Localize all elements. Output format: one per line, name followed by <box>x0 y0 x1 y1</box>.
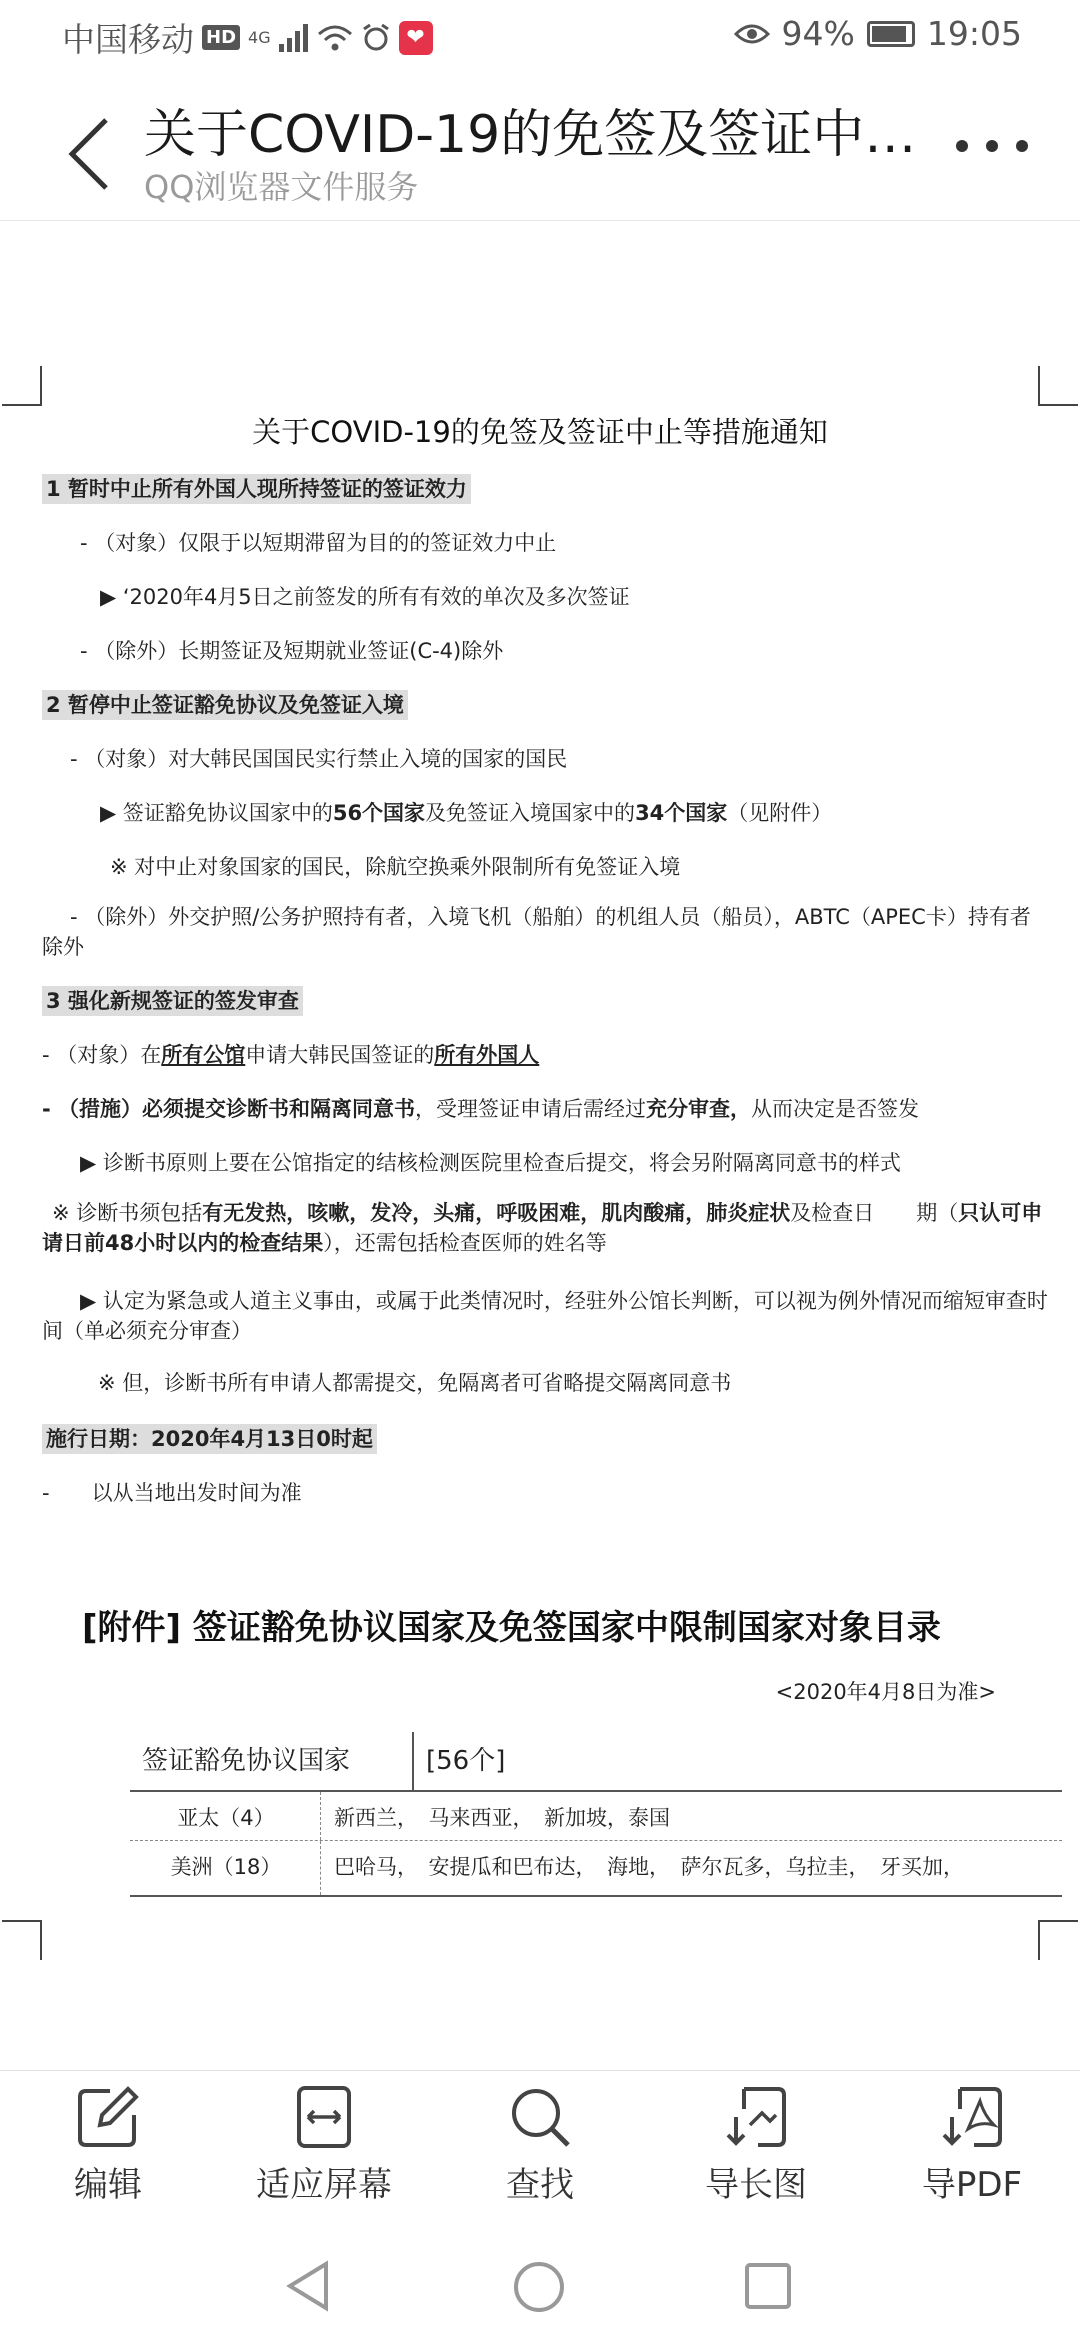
fit-screen-label: 适应屏幕 <box>256 2165 392 2205</box>
status-right <box>734 14 1022 53</box>
section-2-exception: - （除外）外交护照/公务护照持有者，入境飞机（船舶）的机组人员（船员），ABTC（APEC卡）持有者除外 <box>42 905 1031 959</box>
clock: 19:05 <box>926 14 1022 53</box>
page-corner-mark <box>2 1920 42 1960</box>
page-title: 关于COVID-19的免签及签证中… <box>144 105 917 165</box>
carrier-name: 中国移动 <box>62 20 194 59</box>
battery-percent: 94% <box>781 14 855 53</box>
system-nav-bar <box>0 2230 1080 2340</box>
eye-comfort-icon <box>734 21 770 47</box>
section-3-measure-note: ※ 但，诊断书所有申请人都需提交，免隔离者可省略提交隔离同意书 <box>98 1371 732 1395</box>
export-pdf-label: 导PDF <box>921 2165 1023 2205</box>
status-left <box>62 14 433 61</box>
status-bar <box>0 0 1080 76</box>
edit-button[interactable] <box>8 2085 208 2206</box>
section-2-note: ※ 对中止对象国家的国民，除航空换乘外限制所有免签证入境 <box>110 855 681 879</box>
table-row <box>130 1792 1062 1841</box>
edit-label: 编辑 <box>74 2165 142 2205</box>
section-1-exception: - （除外）长期签证及短期就业签证(C-4)除外 <box>80 639 504 663</box>
annex-table <box>130 1726 1062 1897</box>
page-corner-mark <box>1038 366 1078 406</box>
battery-icon <box>867 21 915 47</box>
find-label: 查找 <box>506 2165 574 2205</box>
page-corner-mark <box>2 366 42 406</box>
export-pdf-button[interactable] <box>872 2085 1072 2206</box>
hd-badge: HD <box>202 25 240 50</box>
section-3-measure: - （措施）必须提交诊断书和隔离同意书，受理签证申请后需经过充分审查，从而决定是否签发 <box>42 1097 920 1121</box>
more-menu-icon[interactable] <box>956 136 1028 156</box>
nav-back-icon[interactable] <box>284 2260 332 2312</box>
section-3-measure-detail-3: ▶ 认定为紧急或人道主义事由，或属于此类情况时，经驻外公馆长判断，可以视为例外情况而缩短审查时间（单必须充分审查） <box>42 1289 1048 1343</box>
table-header-right: [56个] <box>426 1746 506 1776</box>
nav-recents-icon[interactable] <box>744 2262 792 2310</box>
export-pdf-icon <box>940 2085 1004 2149</box>
export-long-image-label: 导长图 <box>705 2165 807 2205</box>
section-2-heading: 2 暂停中止签证豁免协议及免签证入境 <box>42 690 1050 720</box>
find-button[interactable] <box>440 2085 640 2206</box>
section-1-heading: 1 暂时中止所有外国人现所持签证的签证效力 <box>42 474 1050 504</box>
alarm-icon <box>361 23 391 53</box>
document-viewer[interactable] <box>0 220 1080 2070</box>
bottom-toolbar <box>0 2070 1080 2231</box>
table-cell-countries: 巴哈马， 安提瓜和巴布达， 海地， 萨尔瓦多，乌拉圭， 牙买加， <box>334 1855 964 1879</box>
table-cell-region: 亚太（4） <box>177 1806 275 1830</box>
table-cell-region: 美洲（18） <box>170 1855 282 1879</box>
fit-screen-icon <box>296 2085 352 2149</box>
section-1-target: - （对象）仅限于以短期滞留为目的的签证效力中止 <box>80 531 557 555</box>
signal-icon: 4G <box>248 28 271 47</box>
annex-title: [附件] 签证豁免协议国家及免签国家中限制国家对象目录 <box>82 1608 941 1648</box>
nav-home-icon[interactable] <box>512 2260 566 2314</box>
app-notification-icon: ❤ <box>399 21 433 55</box>
back-arrow-icon[interactable] <box>62 114 122 194</box>
wifi-icon <box>317 24 353 52</box>
table-header-left: 签证豁免协议国家 <box>142 1746 351 1776</box>
section-1-target-detail: ▶ ‘2020年4月5日之前签发的所有有效的单次及多次签证 <box>100 585 630 609</box>
section-3-heading: 3 强化新规签证的签发审查 <box>42 986 1050 1016</box>
effective-date: 施行日期：2020年4月13日0时起 <box>42 1424 1050 1454</box>
export-long-image-button[interactable] <box>656 2085 856 2206</box>
table-header <box>130 1726 1062 1792</box>
signal-bars-icon <box>279 24 309 52</box>
table-cell-countries: 新西兰， 马来西亚， 新加坡，泰国 <box>334 1806 670 1830</box>
effective-date-note: - 以从当地出发时间为准 <box>42 1481 302 1505</box>
section-3-measure-detail-1: ▶ 诊断书原则上要在公馆指定的结核检测医院里检查后提交，将会另附隔离同意书的样式 <box>80 1151 901 1175</box>
annex-date: <2020年4月8日为准> <box>775 1680 996 1704</box>
search-icon <box>508 2085 572 2149</box>
section-3-measure-detail-2: ※ 诊断书须包括有无发热，咳嗽，发冷，头痛，呼吸困难，肌肉酸痛，肺炎症状及检查日 期（只认可申请日前48小时以内的检查结果），还需包括检查医师的姓名等 <box>42 1201 1043 1255</box>
section-3-target: - （对象）在所有公馆申请大韩民国签证的所有外国人 <box>42 1043 540 1067</box>
section-2-target-detail: ▶ 签证豁免协议国家中的56个国家及免签证入境国家中的34个国家（见附件） <box>100 801 833 825</box>
page-corner-mark <box>1038 1920 1078 1960</box>
edit-icon <box>76 2085 140 2149</box>
app-header <box>0 78 1080 221</box>
document-title: 关于COVID-19的免签及签证中止等措施通知 <box>252 415 828 449</box>
export-image-icon <box>724 2085 788 2149</box>
section-2-target: - （对象）对大韩民国国民实行禁止入境的国家的国民 <box>70 747 568 771</box>
fit-screen-button[interactable] <box>224 2085 424 2206</box>
page-subtitle: QQ浏览器文件服务 <box>144 168 419 206</box>
table-row <box>130 1841 1062 1897</box>
